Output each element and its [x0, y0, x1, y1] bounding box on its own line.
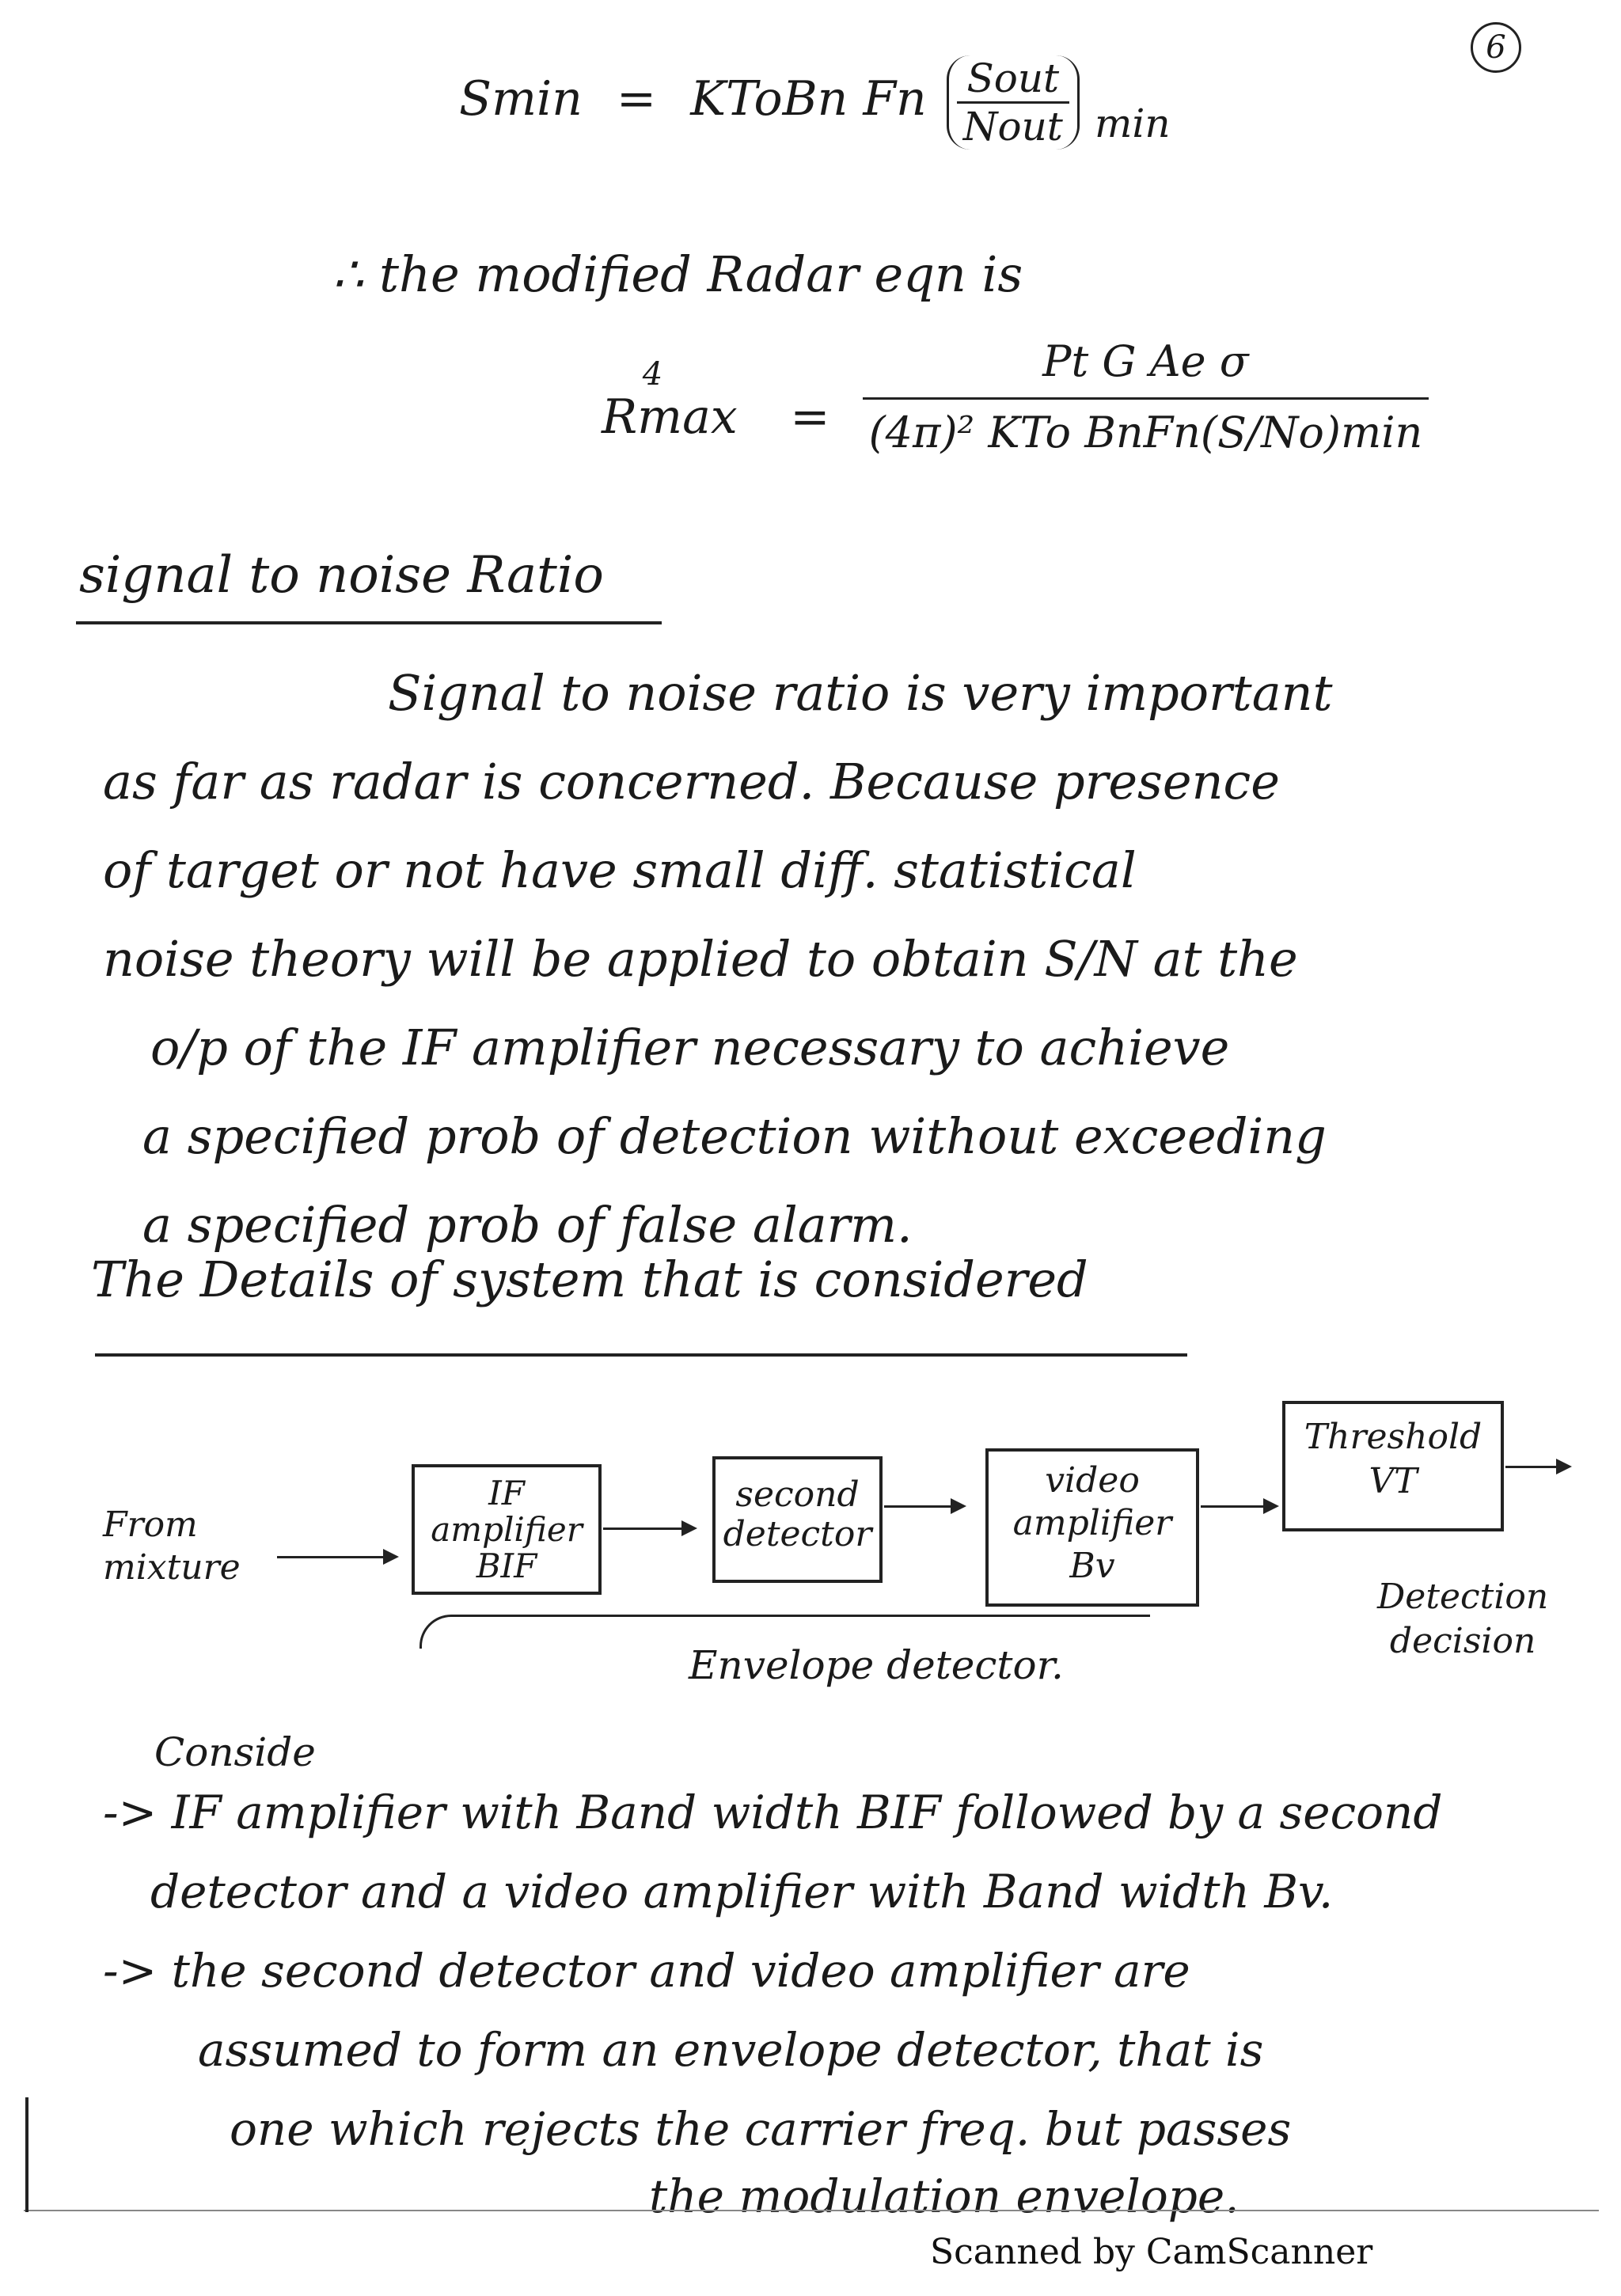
decision-line-2: decision — [1389, 1621, 1536, 1661]
eq1-numerator: Sout — [957, 55, 1069, 104]
eq1-fraction — [947, 55, 1080, 150]
decision-line-1: Detection — [1377, 1577, 1549, 1617]
eq2-lhs: Rmax — [602, 389, 738, 446]
video-amplifier-block — [985, 1448, 1199, 1607]
modified-intro: ∴ the modified Radar eqn is — [332, 245, 1023, 303]
arrow-if-to-second — [603, 1528, 694, 1530]
eq2-numerator: Pt G Ae σ — [863, 336, 1429, 400]
consider-line-2: detector and a video amplifier with Band width Bv. — [150, 1865, 1334, 1918]
equation-rmax — [602, 336, 1429, 457]
eq2-denominator: (4π)² KTo BnFn(S/No)min — [868, 408, 1423, 457]
bottom-rule — [24, 2210, 1599, 2211]
arrow-threshold-out — [1505, 1466, 1569, 1468]
snr-heading: signal to noise Ratio — [79, 546, 604, 605]
snr-line-7: a specified prob of false alarm. — [142, 1196, 913, 1254]
snr-line-1: Signal to noise ratio is very important — [388, 664, 1333, 722]
input-label — [103, 1504, 241, 1589]
if-amplifier-block — [412, 1464, 602, 1595]
if-amplifier-line-2: amplifier — [431, 1510, 583, 1549]
snr-line-3: of target or not have small diff. statistical — [103, 841, 1137, 899]
if-amplifier-line-1: IF — [488, 1474, 525, 1512]
threshold-line-2: VT — [1369, 1461, 1418, 1501]
snr-line-4: noise theory will be applied to obtain S/N at the — [103, 930, 1298, 988]
video-amplifier-line-1: video — [1045, 1460, 1140, 1501]
consider-line-5: one which rejects the carrier freq. but passes — [230, 2102, 1292, 2156]
consider-line-6: the modulation envelope. — [649, 2169, 1239, 2223]
eq1-sub: min — [1094, 101, 1171, 147]
details-heading-underline — [95, 1353, 1187, 1357]
equation-smin — [459, 55, 1171, 150]
snr-line-2: as far as radar is concerned. Because presence — [103, 753, 1280, 810]
arrow-second-to-video — [884, 1505, 963, 1508]
consider-line-3: -> the second detector and video amplifier are — [103, 1944, 1190, 1998]
arrow-input-to-if — [277, 1556, 396, 1558]
scanner-footer: Scanned by CamScanner — [930, 2232, 1373, 2272]
consider-line-1: -> IF amplifier with Band width BIF followed by a second — [103, 1786, 1443, 1839]
threshold-block — [1282, 1401, 1504, 1531]
if-amplifier-line-3: BIF — [476, 1546, 537, 1585]
eq2-lhs-group — [602, 356, 773, 446]
second-detector-line-1: second — [735, 1474, 860, 1515]
video-amplifier-line-2: amplifier — [1012, 1503, 1172, 1543]
eq1-equals: = — [616, 71, 657, 127]
snr-paragraph — [103, 649, 1575, 1269]
eq1-lhs: Smin — [459, 71, 583, 127]
input-label-line-2: mixture — [103, 1547, 241, 1588]
page-number-badge — [1471, 22, 1521, 73]
eq1-rhs: KToBn Fn — [690, 71, 927, 127]
threshold-line-1: Threshold — [1304, 1417, 1482, 1457]
decision-label — [1377, 1575, 1548, 1664]
input-label-line-1: From — [103, 1505, 198, 1545]
eq2-equals: = — [790, 389, 830, 446]
consider-heading: Conside — [154, 1729, 316, 1775]
eq2-power: 4 — [642, 356, 663, 393]
snr-heading-underline — [76, 621, 662, 624]
envelope-label: Envelope detector. — [689, 1642, 1064, 1688]
video-amplifier-line-3: Bv — [1069, 1546, 1115, 1586]
page-number: 6 — [1486, 29, 1506, 66]
snr-line-5: o/p of the IF amplifier necessary to achieve — [150, 1019, 1230, 1076]
consider-paragraph — [103, 1773, 1575, 2224]
snr-line-6: a specified prob of detection without exceeding — [142, 1107, 1327, 1165]
consider-line-4: assumed to form an envelope detector, that is — [198, 2023, 1264, 2077]
second-detector-line-2: detector — [723, 1514, 872, 1554]
eq2-fraction — [863, 336, 1429, 457]
details-heading: The Details of system that is considered — [91, 1250, 1088, 1308]
arrow-video-to-threshold — [1201, 1505, 1276, 1508]
left-margin-mark — [25, 2097, 28, 2212]
eq1-denominator: Nout — [962, 104, 1063, 150]
second-detector-block — [712, 1456, 883, 1583]
